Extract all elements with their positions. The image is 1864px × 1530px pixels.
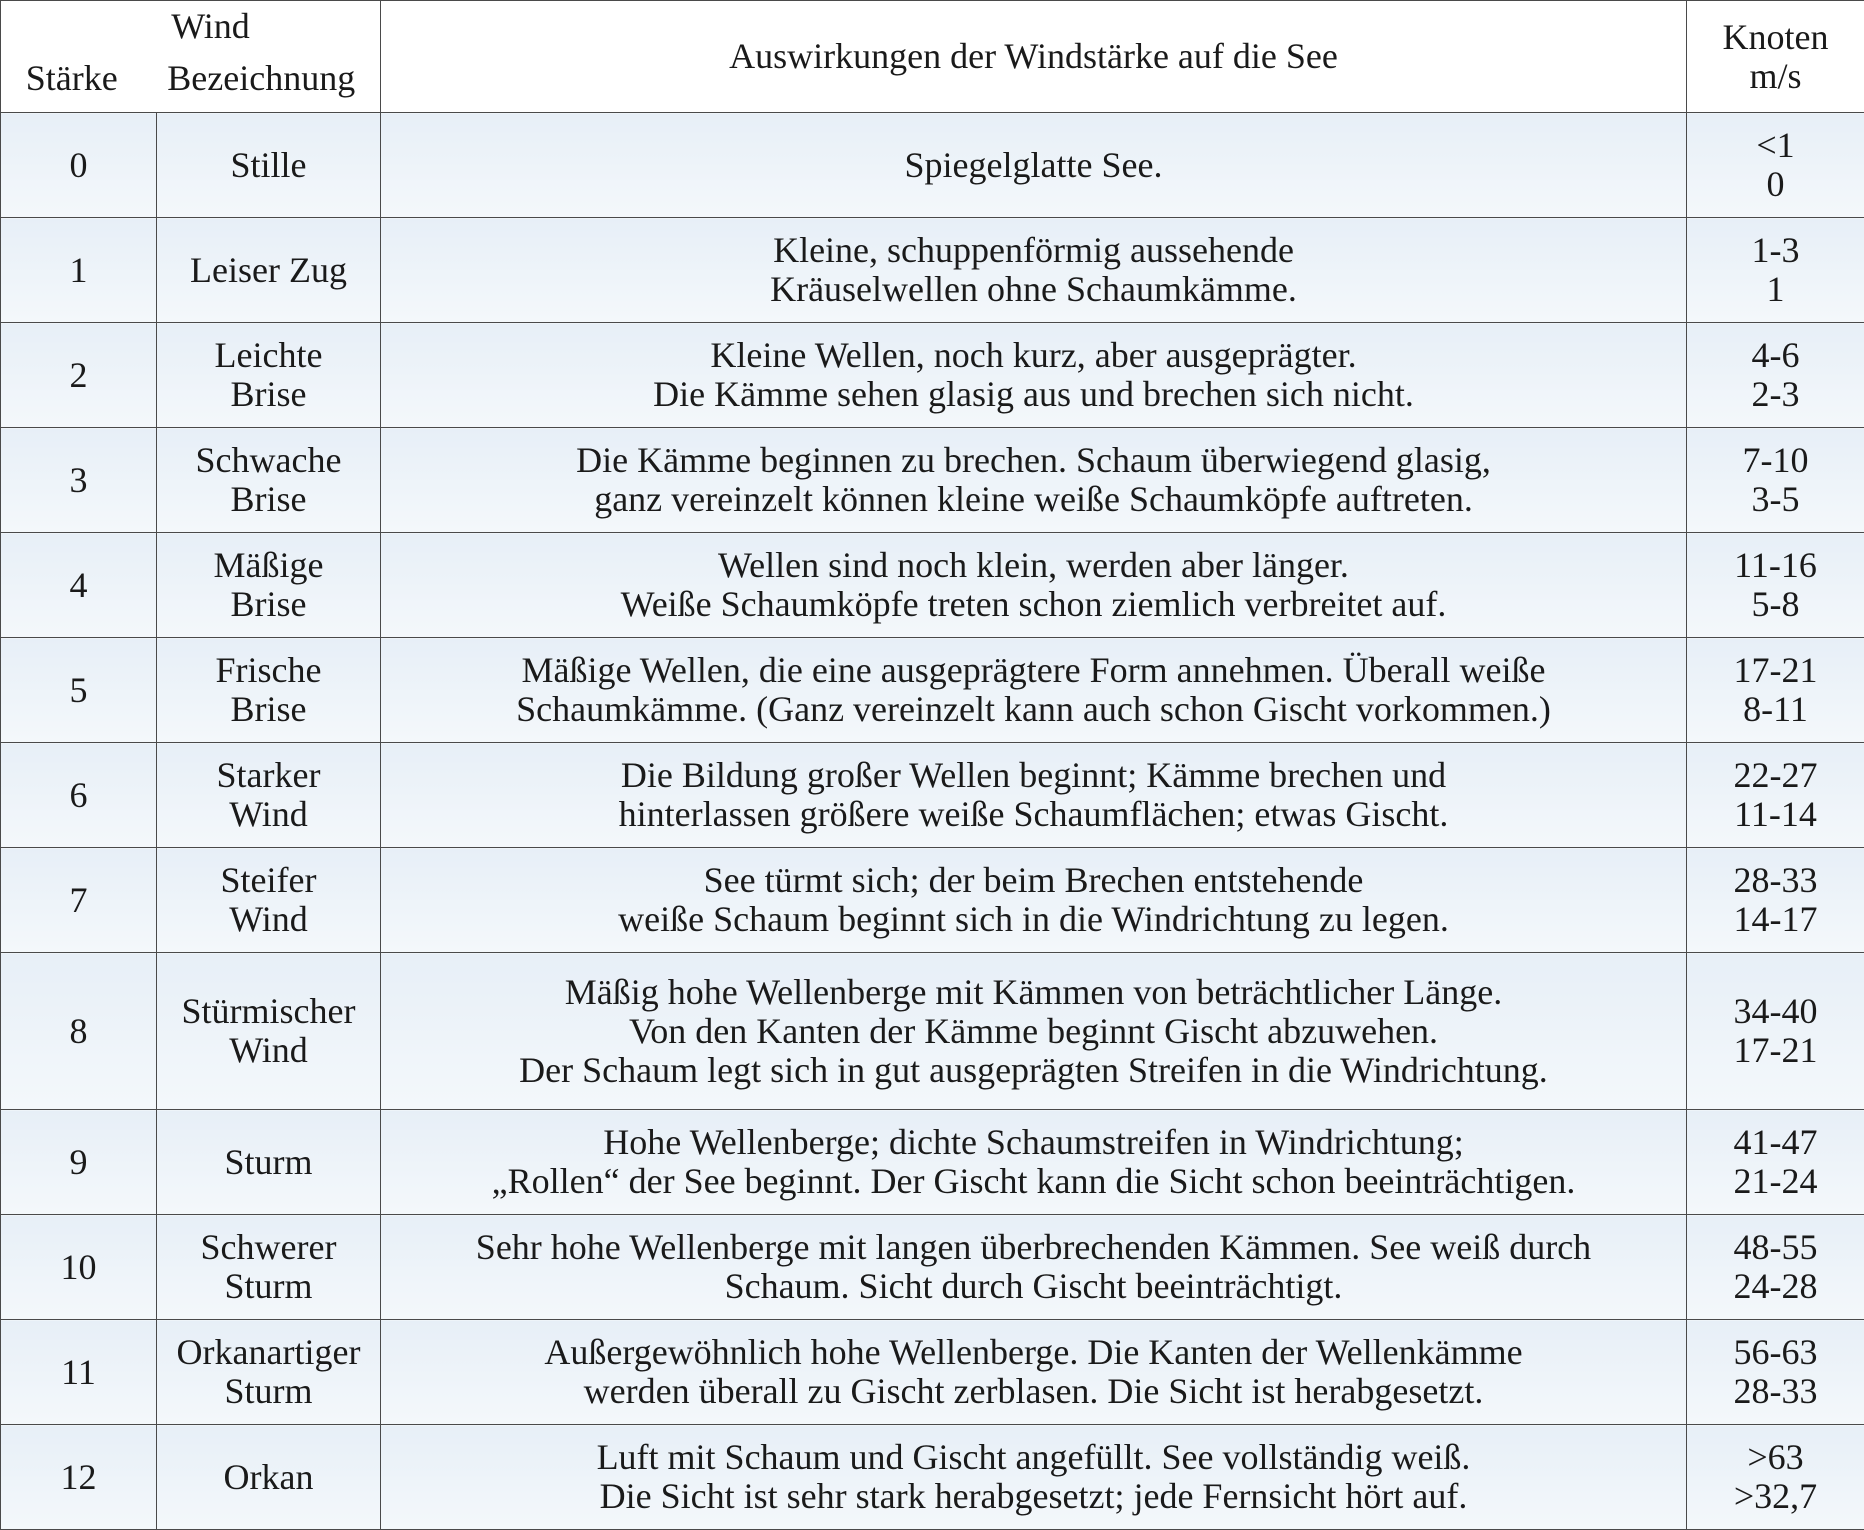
- staerke-value: 0: [1, 146, 156, 185]
- header-speed: [1687, 1, 1864, 113]
- table-row: [1, 428, 1864, 533]
- staerke-cell: [1, 1320, 157, 1425]
- bezeichnung-cell: [157, 1215, 381, 1320]
- table-row: [1, 218, 1864, 323]
- staerke-value: 11: [1, 1353, 156, 1392]
- staerke-cell: [1, 113, 157, 218]
- effects-line: Mäßige Wellen, die eine ausgeprägtere Form annehmen. Überall weiße: [381, 651, 1686, 690]
- bezeichnung-line: Stürmischer: [157, 992, 380, 1031]
- knoten-value: 56-63: [1687, 1333, 1864, 1372]
- bezeichnung-cell: [157, 1320, 381, 1425]
- bezeichnung-line: Brise: [157, 690, 380, 729]
- effects-line: Kleine, schuppenförmig aussehende: [381, 231, 1686, 270]
- staerke-value: 5: [1, 671, 156, 710]
- effects-cell: [381, 218, 1687, 323]
- staerke-value: 10: [1, 1248, 156, 1287]
- bezeichnung-line: Wind: [157, 1031, 380, 1070]
- speed-cell: [1687, 1425, 1864, 1530]
- bezeichnung-cell: [157, 848, 381, 953]
- speed-cell: [1687, 113, 1864, 218]
- header-ms: m/s: [1687, 57, 1864, 96]
- staerke-value: 7: [1, 881, 156, 920]
- staerke-cell: [1, 848, 157, 953]
- speed-cell: [1687, 638, 1864, 743]
- effects-line: Mäßig hohe Wellenberge mit Kämmen von beträchtlicher Länge.: [381, 973, 1686, 1012]
- bezeichnung-line: Orkanartiger: [157, 1333, 380, 1372]
- table-row: [1, 533, 1864, 638]
- ms-value: 8-11: [1687, 690, 1864, 729]
- effects-line: Die Bildung großer Wellen beginnt; Kämme brechen und: [381, 756, 1686, 795]
- speed-cell: [1687, 1110, 1864, 1215]
- effects-line: Der Schaum legt sich in gut ausgeprägten Streifen in die Windrichtung.: [381, 1051, 1686, 1090]
- bezeichnung-cell: [157, 638, 381, 743]
- effects-line: weiße Schaum beginnt sich in die Windrichtung zu legen.: [381, 900, 1686, 939]
- header-knoten: Knoten: [1687, 18, 1864, 57]
- bezeichnung-cell: [157, 1425, 381, 1530]
- speed-cell: [1687, 533, 1864, 638]
- effects-cell: [381, 113, 1687, 218]
- effects-line: See türmt sich; der beim Brechen entstehende: [381, 861, 1686, 900]
- effects-line: Luft mit Schaum und Gischt angefüllt. See vollständig weiß.: [381, 1438, 1686, 1477]
- effects-line: Wellen sind noch klein, werden aber länger.: [381, 546, 1686, 585]
- table-row: [1, 848, 1864, 953]
- effects-line: Außergewöhnlich hohe Wellenberge. Die Kanten der Wellenkämme: [381, 1333, 1686, 1372]
- header-effects: [381, 1, 1687, 113]
- knoten-value: 7-10: [1687, 441, 1864, 480]
- staerke-cell: [1, 1425, 157, 1530]
- speed-cell: [1687, 953, 1864, 1110]
- effects-cell: [381, 743, 1687, 848]
- bezeichnung-line: Brise: [157, 585, 380, 624]
- effects-line: Schaum. Sicht durch Gischt beeinträchtigt.: [381, 1267, 1686, 1306]
- effects-line: Weiße Schaumköpfe treten schon ziemlich verbreitet auf.: [381, 585, 1686, 624]
- ms-value: 14-17: [1687, 900, 1864, 939]
- speed-cell: [1687, 428, 1864, 533]
- bezeichnung-line: Mäßige: [157, 546, 380, 585]
- speed-cell: [1687, 1320, 1864, 1425]
- bezeichnung-line: Starker: [157, 756, 380, 795]
- ms-value: 17-21: [1687, 1031, 1864, 1070]
- knoten-value: 28-33: [1687, 861, 1864, 900]
- ms-value: 0: [1687, 165, 1864, 204]
- staerke-cell: [1, 533, 157, 638]
- staerke-value: 12: [1, 1458, 156, 1497]
- bezeichnung-line: Orkan: [157, 1458, 380, 1497]
- bezeichnung-cell: [157, 113, 381, 218]
- speed-cell: [1687, 1215, 1864, 1320]
- effects-cell: [381, 1110, 1687, 1215]
- effects-line: Von den Kanten der Kämme beginnt Gischt abzuwehen.: [381, 1012, 1686, 1051]
- bezeichnung-cell: [157, 953, 381, 1110]
- effects-line: Die Kämme sehen glasig aus und brechen sich nicht.: [381, 375, 1686, 414]
- bezeichnung-line: Wind: [157, 900, 380, 939]
- bezeichnung-line: Schwerer: [157, 1228, 380, 1267]
- knoten-value: 17-21: [1687, 651, 1864, 690]
- effects-line: Schaumkämme. (Ganz vereinzelt kann auch schon Gischt vorkommen.): [381, 690, 1686, 729]
- staerke-value: 6: [1, 776, 156, 815]
- effects-cell: [381, 848, 1687, 953]
- ms-value: 28-33: [1687, 1372, 1864, 1411]
- effects-line: Spiegelglatte See.: [381, 146, 1686, 185]
- table-body: [1, 1, 1864, 1530]
- effects-line: Die Kämme beginnen zu brechen. Schaum überwiegend glasig,: [381, 441, 1686, 480]
- table-row: [1, 323, 1864, 428]
- staerke-value: 2: [1, 356, 156, 395]
- table-row: [1, 113, 1864, 218]
- staerke-cell: [1, 953, 157, 1110]
- table-row: [1, 1215, 1864, 1320]
- knoten-value: <1: [1687, 126, 1864, 165]
- ms-value: 5-8: [1687, 585, 1864, 624]
- staerke-value: 4: [1, 566, 156, 605]
- bezeichnung-cell: [157, 1110, 381, 1215]
- effects-cell: [381, 533, 1687, 638]
- bezeichnung-line: Steifer: [157, 861, 380, 900]
- bezeichnung-line: Brise: [157, 375, 380, 414]
- bezeichnung-line: Brise: [157, 480, 380, 519]
- effects-cell: [381, 1215, 1687, 1320]
- bezeichnung-line: Leichte: [157, 336, 380, 375]
- knoten-value: 48-55: [1687, 1228, 1864, 1267]
- ms-value: 3-5: [1687, 480, 1864, 519]
- effects-line: „Rollen“ der See beginnt. Der Gischt kann die Sicht schon beeinträchtigen.: [381, 1162, 1686, 1201]
- speed-cell: [1687, 323, 1864, 428]
- knoten-value: >63: [1687, 1438, 1864, 1477]
- speed-cell: [1687, 743, 1864, 848]
- effects-line: hinterlassen größere weiße Schaumflächen; etwas Gischt.: [381, 795, 1686, 834]
- knoten-value: 41-47: [1687, 1123, 1864, 1162]
- effects-line: ganz vereinzelt können kleine weiße Schaumköpfe auftreten.: [381, 480, 1686, 519]
- bezeichnung-line: Stille: [157, 146, 380, 185]
- header-row: [1, 1, 1864, 113]
- ms-value: 24-28: [1687, 1267, 1864, 1306]
- bezeichnung-cell: [157, 323, 381, 428]
- bezeichnung-line: Leiser Zug: [157, 251, 380, 290]
- effects-cell: [381, 323, 1687, 428]
- staerke-value: 8: [1, 1012, 156, 1051]
- table-row: [1, 638, 1864, 743]
- table-row: [1, 743, 1864, 848]
- effects-cell: [381, 1320, 1687, 1425]
- table-row: [1, 1320, 1864, 1425]
- bezeichnung-line: Frische: [157, 651, 380, 690]
- header-wind-cell: [1, 1, 381, 113]
- ms-value: 11-14: [1687, 795, 1864, 834]
- knoten-value: 4-6: [1687, 336, 1864, 375]
- table-row: [1, 953, 1864, 1110]
- staerke-cell: [1, 218, 157, 323]
- bezeichnung-cell: [157, 218, 381, 323]
- staerke-cell: [1, 743, 157, 848]
- bezeichnung-cell: [157, 743, 381, 848]
- knoten-value: 11-16: [1687, 546, 1864, 585]
- effects-cell: [381, 428, 1687, 533]
- knoten-value: 22-27: [1687, 756, 1864, 795]
- header-bezeichnung: Bezeichnung: [167, 59, 355, 98]
- header-wind: Wind: [1, 7, 380, 46]
- staerke-cell: [1, 323, 157, 428]
- bezeichnung-line: Wind: [157, 795, 380, 834]
- effects-cell: [381, 953, 1687, 1110]
- table-row: [1, 1110, 1864, 1215]
- effects-line: Kräuselwellen ohne Schaumkämme.: [381, 270, 1686, 309]
- effects-line: Hohe Wellenberge; dichte Schaumstreifen in Windrichtung;: [381, 1123, 1686, 1162]
- knoten-value: 1-3: [1687, 231, 1864, 270]
- ms-value: 2-3: [1687, 375, 1864, 414]
- speed-cell: [1687, 848, 1864, 953]
- bezeichnung-cell: [157, 533, 381, 638]
- knoten-value: 34-40: [1687, 992, 1864, 1031]
- effects-line: Sehr hohe Wellenberge mit langen überbrechenden Kämmen. See weiß durch: [381, 1228, 1686, 1267]
- staerke-value: 3: [1, 461, 156, 500]
- staerke-value: 1: [1, 251, 156, 290]
- staerke-cell: [1, 1110, 157, 1215]
- bezeichnung-line: Sturm: [157, 1372, 380, 1411]
- speed-cell: [1687, 218, 1864, 323]
- effects-line: werden überall zu Gischt zerblasen. Die Sicht ist herabgesetzt.: [381, 1372, 1686, 1411]
- staerke-value: 9: [1, 1143, 156, 1182]
- staerke-cell: [1, 428, 157, 533]
- ms-value: 21-24: [1687, 1162, 1864, 1201]
- bezeichnung-cell: [157, 428, 381, 533]
- ms-value: >32,7: [1687, 1477, 1864, 1516]
- ms-value: 1: [1687, 270, 1864, 309]
- staerke-cell: [1, 638, 157, 743]
- header-effects-label: Auswirkungen der Windstärke auf die See: [729, 36, 1338, 76]
- effects-line: Die Sicht ist sehr stark herabgesetzt; jede Fernsicht hört auf.: [381, 1477, 1686, 1516]
- effects-line: Kleine Wellen, noch kurz, aber ausgeprägter.: [381, 336, 1686, 375]
- bezeichnung-line: Sturm: [157, 1143, 380, 1182]
- bezeichnung-line: Sturm: [157, 1267, 380, 1306]
- effects-cell: [381, 1425, 1687, 1530]
- staerke-cell: [1, 1215, 157, 1320]
- bezeichnung-line: Schwache: [157, 441, 380, 480]
- header-staerke: Stärke: [26, 59, 118, 98]
- table-row: [1, 1425, 1864, 1530]
- effects-cell: [381, 638, 1687, 743]
